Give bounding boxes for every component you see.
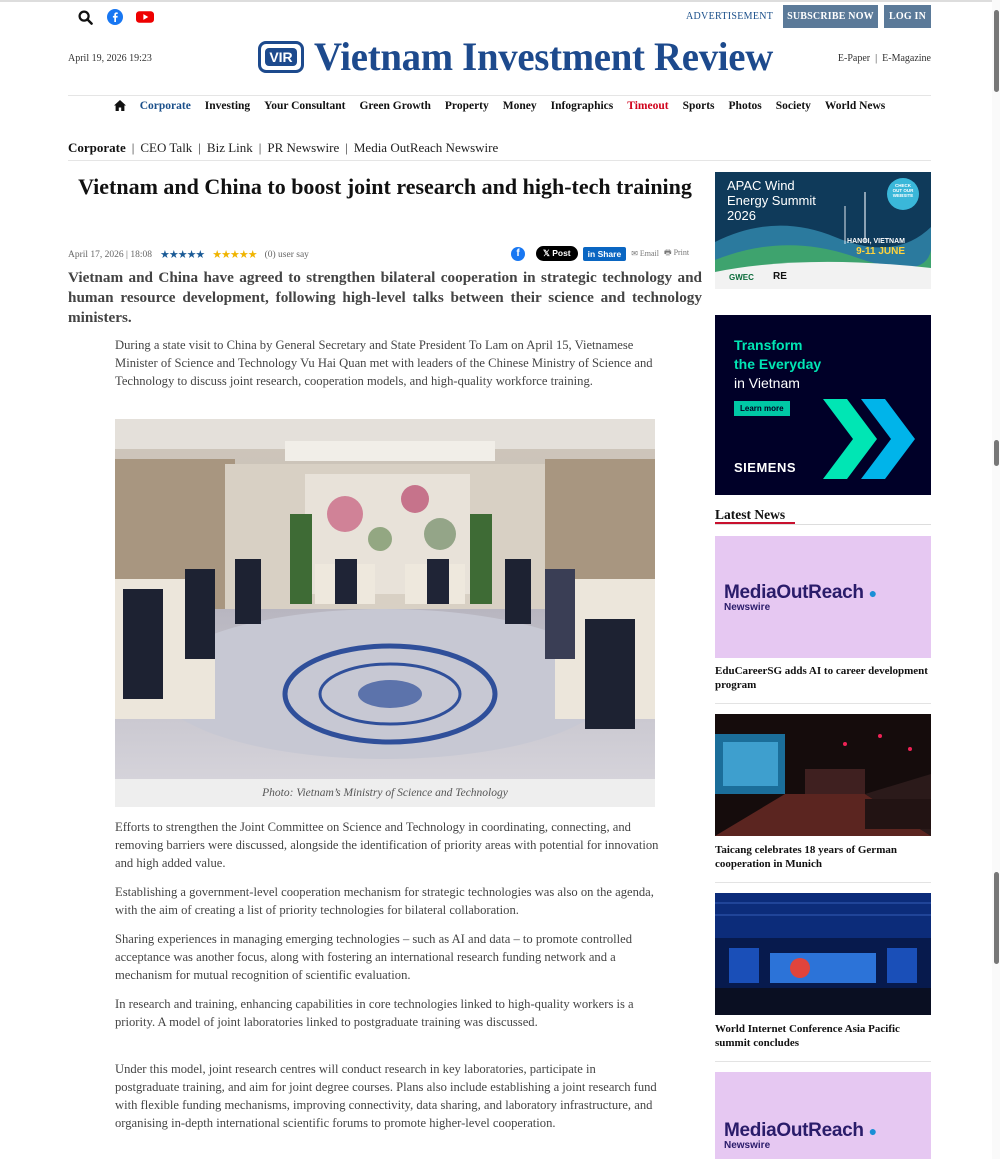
facebook-icon[interactable] bbox=[106, 8, 124, 26]
article-photo bbox=[115, 419, 655, 779]
search-icon[interactable] bbox=[76, 8, 94, 26]
current-datetime: April 19, 2026 19:23 bbox=[68, 53, 152, 64]
top-border bbox=[0, 0, 1000, 2]
nav-item-your-consultant[interactable]: Your Consultant bbox=[264, 100, 346, 112]
newswire-label: Newswire bbox=[724, 1140, 771, 1151]
subnav-ceo-talk[interactable]: CEO Talk bbox=[140, 140, 193, 155]
logo-text: Vietnam Investment Review bbox=[314, 34, 773, 79]
news-title-2[interactable]: Taicang celebrates 18 years of German cooperation in Munich bbox=[715, 844, 897, 870]
ad2-learn-more-button[interactable]: Learn more bbox=[734, 401, 790, 416]
rating-stars-average: ★★★★★ bbox=[159, 249, 205, 261]
article-paragraph-3: Establishing a government-level cooperation mechanism for strategic technologies was also on the agenda, with the aim of creating a list of priority technologies for bilateral collaboration. bbox=[115, 885, 654, 917]
facebook-share-icon[interactable]: f bbox=[511, 247, 525, 261]
nav-item-photos[interactable]: Photos bbox=[728, 100, 762, 112]
subnav-divider bbox=[68, 160, 931, 161]
article-paragraph-6: Under this model, joint research centres will conduct research in key laboratories, participate in postgraduate training, and aim for joint degree courses. Plans also include establishing a joint research fund with flexible funding mechanisms, improving connectivity, data sharing, and laboratory infrastructure, and organising in-depth international scientific forums to promote higher-level cooperation. bbox=[115, 1062, 657, 1130]
nav-item-society[interactable]: Society bbox=[775, 100, 811, 112]
nav-item-green-growth[interactable]: Green Growth bbox=[359, 100, 431, 112]
news-title-1[interactable]: EduCareerSG adds AI to career development program bbox=[715, 665, 928, 691]
nav-item-world-news[interactable]: World News bbox=[824, 100, 886, 112]
scrollbar-thumb[interactable] bbox=[994, 10, 999, 92]
ad2-chevrons-graphic bbox=[823, 399, 919, 479]
article-paragraph-4: Sharing experiences in managing emerging technologies – such as AI and data – to promote controlled acceptance was another focus, along with fostering an international research funding network and a mechanism for mutual recognition of scientific evaluation. bbox=[115, 932, 633, 982]
user-say-count[interactable]: (0) user say bbox=[264, 249, 309, 260]
ad1-title: APAC Wind Energy Summit 2026 bbox=[727, 178, 816, 223]
share-bar bbox=[511, 246, 689, 261]
nav-item-timeout[interactable]: Timeout bbox=[627, 100, 669, 112]
ad1-badge: CHECK OUT OUR WEBSITE bbox=[892, 183, 914, 198]
ad-siemens[interactable] bbox=[715, 315, 931, 495]
mediaoutreach-logo: MediaOutReach ● bbox=[724, 1120, 877, 1141]
home-icon[interactable] bbox=[114, 100, 126, 114]
x-post-button[interactable]: 𝕏 Post bbox=[536, 246, 578, 261]
news-divider bbox=[715, 882, 931, 883]
ad2-brand: SIEMENS bbox=[734, 460, 797, 475]
article-lede: Vietnam and China have agreed to strengthen bilateral cooperation in strategic technology and human resource development, following high-level talks between their science and technology ministers. bbox=[68, 269, 702, 326]
login-button[interactable]: LOG IN bbox=[884, 5, 931, 28]
article-date: April 17, 2026 | 18:08 bbox=[68, 249, 152, 260]
main-nav bbox=[68, 100, 931, 114]
mediaoutreach-logo: MediaOutReach ● bbox=[724, 581, 877, 603]
nav-divider bbox=[68, 95, 931, 96]
header-social-icons bbox=[76, 8, 154, 26]
scrollbar-thumb-tertiary[interactable] bbox=[994, 872, 999, 964]
latest-news-divider bbox=[715, 524, 931, 525]
photo-caption: Photo: Vietnam’s Ministry of Science and Technology bbox=[115, 779, 655, 807]
scrollbar-thumb-secondary[interactable] bbox=[994, 440, 999, 466]
edition-links: E-Paper | E-Magazine bbox=[837, 53, 931, 64]
news-title-3[interactable]: World Internet Conference Asia Pacific summit concludes bbox=[715, 1023, 900, 1049]
nav-item-sports[interactable]: Sports bbox=[682, 100, 715, 112]
linkedin-share-button[interactable]: in Share bbox=[583, 247, 627, 261]
ad2-line2: the Everyday bbox=[734, 356, 822, 372]
subscribe-button[interactable]: SUBSCRIBE NOW bbox=[783, 5, 878, 28]
ad1-place: HANOI, VIETNAM bbox=[847, 238, 905, 245]
nav-item-money[interactable]: Money bbox=[502, 100, 537, 112]
subnav-corporate[interactable]: Corporate bbox=[68, 140, 126, 155]
nav-item-corporate[interactable]: Corporate bbox=[139, 100, 191, 112]
nav-item-property[interactable]: Property bbox=[444, 100, 489, 112]
subnav-media-outreach[interactable]: Media OutReach Newswire bbox=[353, 140, 499, 155]
latest-news-underline bbox=[715, 522, 795, 524]
advertisement-link[interactable]: ADVERTISEMENT bbox=[686, 11, 774, 22]
ad1-logo-re: RE bbox=[773, 271, 787, 282]
epaper-link[interactable]: E-Paper bbox=[837, 53, 871, 64]
ad1-dates: 9-11 JUNE bbox=[856, 246, 905, 257]
news-thumbnail-2[interactable] bbox=[715, 714, 931, 836]
subnav-pr-newswire[interactable]: PR Newswire bbox=[267, 140, 340, 155]
ad1-logo-gwec: GWEC bbox=[729, 273, 754, 282]
email-share-link[interactable]: ✉ Email bbox=[631, 249, 659, 258]
newswire-label: Newswire bbox=[724, 601, 771, 613]
news-thumbnail-3[interactable] bbox=[715, 893, 931, 1015]
sub-nav: Corporate | CEO Talk | Biz Link | PR Newswire | Media OutReach Newswire bbox=[68, 140, 499, 155]
subnav-biz-link[interactable]: Biz Link bbox=[206, 140, 253, 155]
article-paragraph-5: In research and training, enhancing capabilities in core technologies linked to high-quality workers is a priority. A model of joint laboratories linked to postgraduate training was discussed. bbox=[115, 997, 634, 1029]
ad2-line1: Transform bbox=[734, 337, 803, 353]
print-link[interactable]: 🖶 Print bbox=[664, 247, 690, 257]
ad2-line3: in Vietnam bbox=[734, 375, 800, 391]
logo-badge: VIR bbox=[258, 41, 304, 73]
article-paragraph-2: Efforts to strengthen the Joint Committee on Science and Technology in coordinating, connecting, and removing barriers were discussed, alongside the identification of priority areas with potential for innovation and high added value. bbox=[115, 820, 659, 870]
scrollbar[interactable] bbox=[992, 0, 1000, 1159]
rating-stars-input[interactable]: ★★★★★ bbox=[212, 249, 257, 261]
news-thumbnail-4[interactable] bbox=[715, 1072, 931, 1159]
emagazine-link[interactable]: E-Magazine bbox=[882, 53, 931, 64]
youtube-icon[interactable] bbox=[136, 8, 154, 26]
news-divider bbox=[715, 703, 931, 704]
nav-item-investing[interactable]: Investing bbox=[204, 100, 251, 112]
nav-item-infographics[interactable]: Infographics bbox=[550, 100, 614, 112]
article-paragraph-1: During a state visit to China by General Secretary and State President To Lam on April 15, Vietnamese Minister of Science and Technology Vu Hai Quan met with leaders of the Chinese Ministry of Science and Technology to discuss joint research, cooperation models, and high-quality workforce training. bbox=[115, 338, 653, 388]
article-meta bbox=[68, 248, 309, 261]
article-title: Vietnam and China to boost joint research and high-tech training bbox=[78, 174, 692, 199]
news-thumbnail-1[interactable] bbox=[715, 536, 931, 658]
ad-wind-energy-summit[interactable] bbox=[715, 172, 931, 289]
site-logo[interactable] bbox=[258, 33, 787, 80]
news-divider bbox=[715, 1061, 931, 1062]
latest-news-heading: Latest News bbox=[715, 507, 786, 522]
